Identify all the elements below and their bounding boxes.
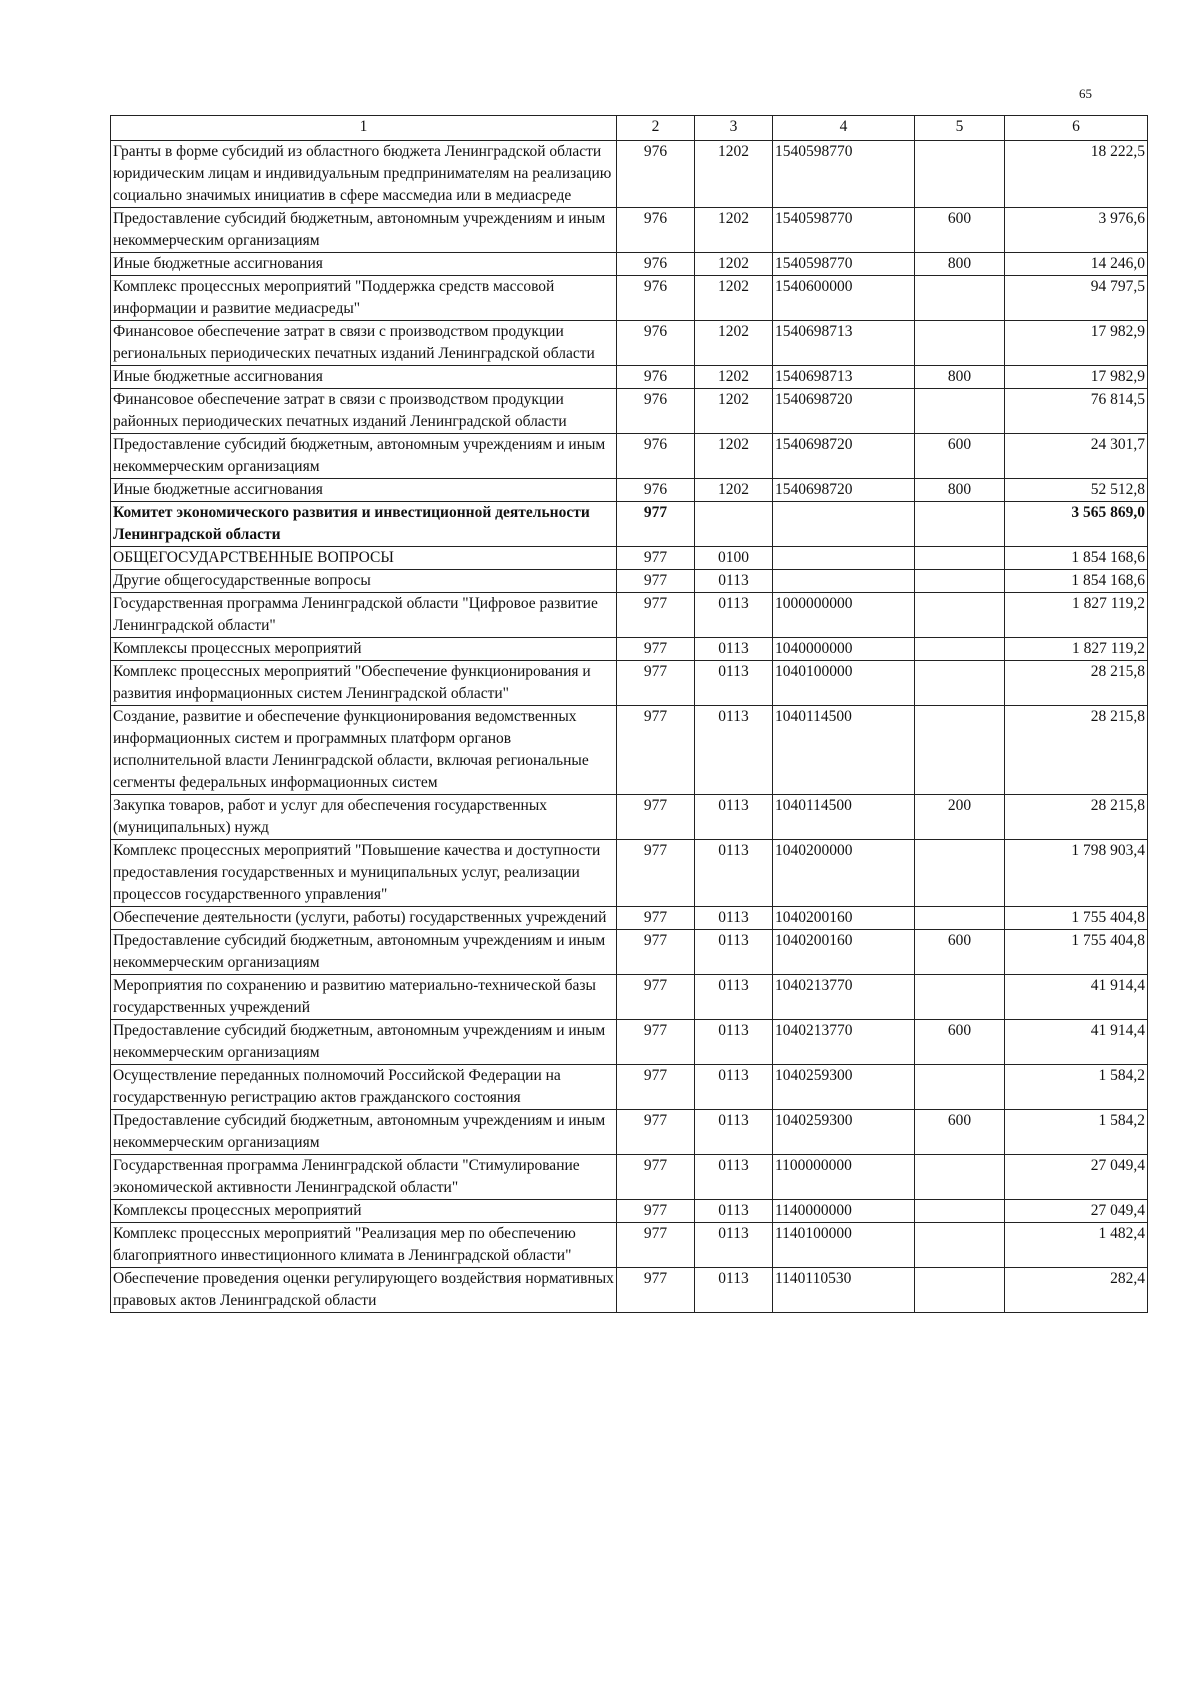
row-name: Мероприятия по сохранению и развитию материально-технической базы государственных учреждений — [111, 975, 617, 1020]
row-razdel: 1202 — [695, 208, 773, 253]
row-name: Финансовое обеспечение затрат в связи с производством продукции региональных периодических печатных изданий Ленинградской области — [111, 321, 617, 366]
row-name: Предоставление субсидий бюджетным, автономным учреждениям и иным некоммерческим организациям — [111, 1110, 617, 1155]
table-row — [111, 366, 1148, 389]
row-name: ОБЩЕГОСУДАРСТВЕННЫЕ ВОПРОСЫ — [111, 547, 617, 570]
row-name: Комплекс процессных мероприятий "Реализация мер по обеспечению благоприятного инвестиционного климата в Ленинградской области" — [111, 1223, 617, 1268]
row-sum: 1 827 119,2 — [1005, 638, 1148, 661]
row-vr — [915, 840, 1005, 907]
row-csr: 1140000000 — [773, 1200, 915, 1223]
budget-table — [110, 115, 1148, 1313]
row-ved: 977 — [617, 1110, 695, 1155]
row-name: Государственная программа Ленинградской области "Цифровое развитие Ленинградской области" — [111, 593, 617, 638]
row-name: Другие общегосударственные вопросы — [111, 570, 617, 593]
row-razdel: 0113 — [695, 1223, 773, 1268]
row-vr: 600 — [915, 1110, 1005, 1155]
column-header: 1 — [111, 116, 617, 141]
row-sum: 1 798 903,4 — [1005, 840, 1148, 907]
row-name: Предоставление субсидий бюджетным, автономным учреждениям и иным некоммерческим организациям — [111, 930, 617, 975]
row-name: Обеспечение проведения оценки регулирующего воздействия нормативных правовых актов Ленинградской области — [111, 1268, 617, 1313]
row-name: Гранты в форме субсидий из областного бюджета Ленинградской области юридическим лицам и индивидуальным предпринимателям на реализацию социально значимых инициатив в сфере массмедиа или в медиасреде — [111, 141, 617, 208]
column-header: 4 — [773, 116, 915, 141]
row-razdel — [695, 502, 773, 547]
row-razdel: 0113 — [695, 907, 773, 930]
row-sum: 1 827 119,2 — [1005, 593, 1148, 638]
row-vr: 600 — [915, 434, 1005, 479]
table-row — [111, 795, 1148, 840]
table-row — [111, 321, 1148, 366]
row-csr: 1140100000 — [773, 1223, 915, 1268]
row-name: Создание, развитие и обеспечение функционирования ведомственных информационных систем и программных платформ органов исполнительной власти Ленинградской области, включая региональные сегменты федеральных информационных систем — [111, 706, 617, 795]
row-razdel: 0113 — [695, 975, 773, 1020]
row-name: Комплекс процессных мероприятий "Поддержка средств массовой информации и развитие медиасреды" — [111, 276, 617, 321]
row-sum: 1 584,2 — [1005, 1110, 1148, 1155]
row-razdel: 1202 — [695, 141, 773, 208]
row-ved: 977 — [617, 593, 695, 638]
row-vr — [915, 1155, 1005, 1200]
row-ved: 977 — [617, 570, 695, 593]
row-vr — [915, 502, 1005, 547]
row-ved: 977 — [617, 1020, 695, 1065]
row-vr — [915, 593, 1005, 638]
row-vr: 600 — [915, 1020, 1005, 1065]
page-number: 65 — [1079, 86, 1092, 101]
row-vr — [915, 276, 1005, 321]
row-vr — [915, 141, 1005, 208]
table-row — [111, 1223, 1148, 1268]
table-row — [111, 570, 1148, 593]
row-ved: 977 — [617, 1155, 695, 1200]
row-csr: 1540598770 — [773, 141, 915, 208]
row-name: Комплекс процессных мероприятий "Повышение качества и доступности предоставления государственных и муниципальных услуг, реализации процессов государственного управления" — [111, 840, 617, 907]
row-vr — [915, 547, 1005, 570]
row-razdel: 1202 — [695, 321, 773, 366]
row-csr: 1040259300 — [773, 1065, 915, 1110]
row-ved: 977 — [617, 661, 695, 706]
table-row — [111, 638, 1148, 661]
row-vr: 800 — [915, 366, 1005, 389]
row-razdel: 0113 — [695, 1268, 773, 1313]
table-row — [111, 1200, 1148, 1223]
row-sum: 1 854 168,6 — [1005, 570, 1148, 593]
row-vr: 200 — [915, 795, 1005, 840]
row-razdel: 1202 — [695, 366, 773, 389]
table-row — [111, 907, 1148, 930]
row-vr — [915, 907, 1005, 930]
row-sum: 17 982,9 — [1005, 366, 1148, 389]
row-ved: 977 — [617, 547, 695, 570]
table-row — [111, 502, 1148, 547]
row-csr: 1540698720 — [773, 389, 915, 434]
row-razdel: 0113 — [695, 570, 773, 593]
row-razdel: 1202 — [695, 276, 773, 321]
row-sum: 17 982,9 — [1005, 321, 1148, 366]
row-sum: 41 914,4 — [1005, 975, 1148, 1020]
row-razdel: 0113 — [695, 795, 773, 840]
row-razdel: 1202 — [695, 434, 773, 479]
row-ved: 977 — [617, 1268, 695, 1313]
row-csr: 1040114500 — [773, 795, 915, 840]
table-row — [111, 975, 1148, 1020]
row-csr: 1100000000 — [773, 1155, 915, 1200]
row-ved: 976 — [617, 434, 695, 479]
row-vr — [915, 1200, 1005, 1223]
table-row — [111, 434, 1148, 479]
row-razdel: 0113 — [695, 706, 773, 795]
row-csr: 1040114500 — [773, 706, 915, 795]
row-ved: 977 — [617, 1223, 695, 1268]
row-sum: 3 565 869,0 — [1005, 502, 1148, 547]
row-ved: 977 — [617, 840, 695, 907]
row-ved: 976 — [617, 141, 695, 208]
row-csr: 1540598770 — [773, 253, 915, 276]
row-csr: 1000000000 — [773, 593, 915, 638]
row-ved: 976 — [617, 366, 695, 389]
row-sum: 3 976,6 — [1005, 208, 1148, 253]
row-name: Обеспечение деятельности (услуги, работы) государственных учреждений — [111, 907, 617, 930]
row-sum: 27 049,4 — [1005, 1200, 1148, 1223]
row-csr: 1040213770 — [773, 975, 915, 1020]
row-ved: 977 — [617, 795, 695, 840]
column-header: 3 — [695, 116, 773, 141]
table-row — [111, 840, 1148, 907]
row-razdel: 0113 — [695, 593, 773, 638]
row-sum: 1 755 404,8 — [1005, 930, 1148, 975]
table-row — [111, 1155, 1148, 1200]
row-ved: 976 — [617, 253, 695, 276]
row-sum: 1 854 168,6 — [1005, 547, 1148, 570]
table-row — [111, 547, 1148, 570]
row-razdel: 0113 — [695, 1200, 773, 1223]
row-vr: 800 — [915, 253, 1005, 276]
row-ved: 977 — [617, 502, 695, 547]
row-name: Государственная программа Ленинградской области "Стимулирование экономической активности Ленинградской области" — [111, 1155, 617, 1200]
header-row — [111, 116, 1148, 141]
column-header: 6 — [1005, 116, 1148, 141]
row-ved: 977 — [617, 1200, 695, 1223]
row-razdel: 0113 — [695, 1110, 773, 1155]
row-razdel: 0113 — [695, 1065, 773, 1110]
table-row — [111, 276, 1148, 321]
row-sum: 1 584,2 — [1005, 1065, 1148, 1110]
table-row — [111, 706, 1148, 795]
table-row — [111, 389, 1148, 434]
row-sum: 28 215,8 — [1005, 706, 1148, 795]
table-row — [111, 661, 1148, 706]
row-csr: 1040200160 — [773, 907, 915, 930]
row-sum: 94 797,5 — [1005, 276, 1148, 321]
row-ved: 977 — [617, 975, 695, 1020]
row-vr — [915, 1268, 1005, 1313]
row-sum: 28 215,8 — [1005, 661, 1148, 706]
table-row — [111, 1065, 1148, 1110]
row-vr — [915, 661, 1005, 706]
row-csr: 1040259300 — [773, 1110, 915, 1155]
row-name: Закупка товаров, работ и услуг для обеспечения государственных (муниципальных) нужд — [111, 795, 617, 840]
row-sum: 282,4 — [1005, 1268, 1148, 1313]
row-name: Иные бюджетные ассигнования — [111, 366, 617, 389]
row-name: Комплекс процессных мероприятий "Обеспечение функционирования и развития информационных систем Ленинградской области" — [111, 661, 617, 706]
row-ved: 976 — [617, 276, 695, 321]
row-ved: 977 — [617, 706, 695, 795]
table-body — [111, 141, 1148, 1313]
row-csr — [773, 502, 915, 547]
table-row — [111, 141, 1148, 208]
row-vr: 600 — [915, 930, 1005, 975]
row-ved: 976 — [617, 321, 695, 366]
table-header — [111, 116, 1148, 141]
row-sum: 1 482,4 — [1005, 1223, 1148, 1268]
row-csr: 1040200000 — [773, 840, 915, 907]
row-csr: 1540698713 — [773, 366, 915, 389]
column-header: 5 — [915, 116, 1005, 141]
table-row — [111, 593, 1148, 638]
row-csr: 1040000000 — [773, 638, 915, 661]
row-ved: 977 — [617, 1065, 695, 1110]
row-razdel: 0113 — [695, 1020, 773, 1065]
row-vr — [915, 570, 1005, 593]
row-vr: 800 — [915, 479, 1005, 502]
table-row — [111, 208, 1148, 253]
row-csr: 1540698720 — [773, 434, 915, 479]
row-ved: 976 — [617, 208, 695, 253]
row-name: Комплексы процессных мероприятий — [111, 638, 617, 661]
row-vr — [915, 1065, 1005, 1110]
row-razdel: 0113 — [695, 930, 773, 975]
table-row — [111, 1268, 1148, 1313]
row-csr — [773, 547, 915, 570]
table-row — [111, 1110, 1148, 1155]
row-razdel: 1202 — [695, 253, 773, 276]
table-row — [111, 253, 1148, 276]
row-name: Иные бюджетные ассигнования — [111, 479, 617, 502]
row-razdel: 0113 — [695, 1155, 773, 1200]
table-row — [111, 1020, 1148, 1065]
row-name: Финансовое обеспечение затрат в связи с производством продукции районных периодических печатных изданий Ленинградской области — [111, 389, 617, 434]
row-razdel: 0113 — [695, 638, 773, 661]
row-sum: 18 222,5 — [1005, 141, 1148, 208]
column-header: 2 — [617, 116, 695, 141]
row-name: Комитет экономического развития и инвестиционной деятельности Ленинградской области — [111, 502, 617, 547]
row-ved: 976 — [617, 389, 695, 434]
row-csr: 1540600000 — [773, 276, 915, 321]
row-csr: 1040200160 — [773, 930, 915, 975]
table-row — [111, 479, 1148, 502]
row-sum: 24 301,7 — [1005, 434, 1148, 479]
row-csr: 1140110530 — [773, 1268, 915, 1313]
row-name: Осуществление переданных полномочий Российской Федерации на государственную регистрацию актов гражданского состояния — [111, 1065, 617, 1110]
row-sum: 1 755 404,8 — [1005, 907, 1148, 930]
row-vr — [915, 638, 1005, 661]
row-csr: 1540698720 — [773, 479, 915, 502]
row-vr — [915, 1223, 1005, 1268]
row-name: Комплексы процессных мероприятий — [111, 1200, 617, 1223]
row-razdel: 0113 — [695, 661, 773, 706]
row-vr — [915, 389, 1005, 434]
row-ved: 977 — [617, 930, 695, 975]
row-csr: 1540598770 — [773, 208, 915, 253]
row-sum: 14 246,0 — [1005, 253, 1148, 276]
row-vr — [915, 321, 1005, 366]
row-ved: 976 — [617, 479, 695, 502]
row-name: Предоставление субсидий бюджетным, автономным учреждениям и иным некоммерческим организациям — [111, 208, 617, 253]
row-sum: 28 215,8 — [1005, 795, 1148, 840]
row-sum: 41 914,4 — [1005, 1020, 1148, 1065]
row-ved: 977 — [617, 907, 695, 930]
row-razdel: 1202 — [695, 389, 773, 434]
row-name: Предоставление субсидий бюджетным, автономным учреждениям и иным некоммерческим организациям — [111, 434, 617, 479]
row-razdel: 0113 — [695, 840, 773, 907]
row-vr: 600 — [915, 208, 1005, 253]
row-name: Предоставление субсидий бюджетным, автономным учреждениям и иным некоммерческим организациям — [111, 1020, 617, 1065]
row-csr — [773, 570, 915, 593]
row-ved: 977 — [617, 638, 695, 661]
row-razdel: 0100 — [695, 547, 773, 570]
row-vr — [915, 975, 1005, 1020]
table-row — [111, 930, 1148, 975]
row-csr: 1040213770 — [773, 1020, 915, 1065]
row-sum: 76 814,5 — [1005, 389, 1148, 434]
row-csr: 1040100000 — [773, 661, 915, 706]
row-name: Иные бюджетные ассигнования — [111, 253, 617, 276]
row-vr — [915, 706, 1005, 795]
row-razdel: 1202 — [695, 479, 773, 502]
row-sum: 27 049,4 — [1005, 1155, 1148, 1200]
row-sum: 52 512,8 — [1005, 479, 1148, 502]
row-csr: 1540698713 — [773, 321, 915, 366]
